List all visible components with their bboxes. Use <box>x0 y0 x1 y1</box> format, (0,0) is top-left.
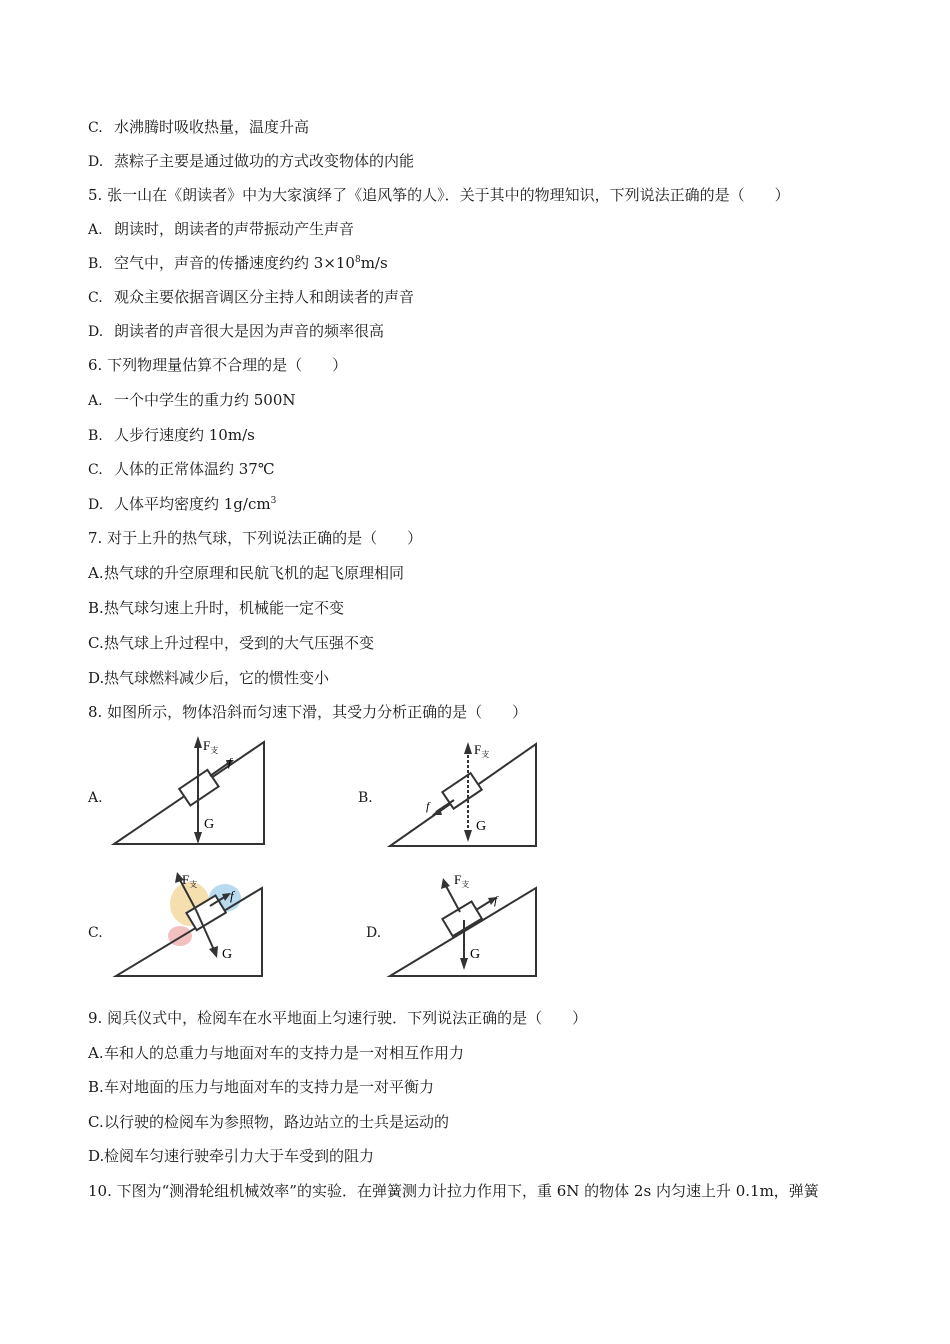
q9-stem: 9. 阅兵仪式中，检阅车在水平地面上匀速行驶．下列说法正确的是（ ） <box>88 1009 588 1027</box>
q10-stem: 10. 下图为“测滑轮组机械效率”的实验．在弹簧测力计拉力作用下，重 6N 的物体 2s 内匀速上升 0.1m，弹簧 <box>88 1182 819 1200</box>
gravity-label: G <box>476 819 487 834</box>
option-text: 车对地面的压力与地面对车的支持力是一对平衡力 <box>104 1078 435 1096</box>
option-letter: C. <box>88 290 103 306</box>
support-force-label: $F_支$ <box>454 872 470 889</box>
figure-d-label: D. <box>366 925 382 941</box>
option-text: 空气中，声音的传播速度约约 3×10 <box>114 254 355 272</box>
q9-option-c <box>88 1112 449 1132</box>
option-text: 热气球燃料减少后，它的惯性变小 <box>104 669 330 687</box>
q6-option-d <box>88 494 276 515</box>
figure-b-incline-diagram <box>384 738 544 850</box>
option-text: 车和人的总重力与地面对车的支持力是一对相互作用力 <box>104 1044 465 1062</box>
support-force-arrow <box>446 886 460 912</box>
gravity-arrow-head <box>460 958 468 970</box>
q7-option-d <box>88 668 329 688</box>
q6-option-c <box>88 459 275 480</box>
support-force-label: $F_支$ <box>182 872 198 889</box>
option-letter: B. <box>88 256 103 272</box>
gravity-label: G <box>222 947 233 962</box>
q4-option-c <box>88 117 309 138</box>
figure-c-incline-diagram <box>110 866 270 984</box>
option-letter: B. <box>88 1078 104 1096</box>
q9-option-b <box>88 1077 434 1097</box>
option-text: 以行驶的检阅车为参照物，路边站立的士兵是运动的 <box>104 1113 450 1131</box>
friction-force-label: f <box>426 799 430 813</box>
friction-force-arrow <box>210 762 230 776</box>
option-text-unit: m/s <box>360 254 388 272</box>
figure-b-label: B. <box>358 790 373 806</box>
q5-option-b <box>88 253 388 274</box>
option-letter: B. <box>88 599 104 617</box>
option-letter: D. <box>88 497 104 513</box>
option-letter: D. <box>88 1147 105 1165</box>
q7-option-c <box>88 633 374 653</box>
support-force-label: $F_支$ <box>203 738 219 755</box>
q5-option-a <box>88 219 354 240</box>
q7-option-b <box>88 598 344 618</box>
option-text: 人步行速度约 10m/s <box>114 426 255 444</box>
q5-option-c <box>88 287 414 308</box>
friction-force-label: f <box>494 893 498 907</box>
sliding-block <box>442 901 481 936</box>
option-letter: A. <box>88 1044 104 1062</box>
support-force-label: $F_支$ <box>474 742 490 759</box>
q9-option-a <box>88 1043 464 1063</box>
gravity-arrow-head <box>464 830 472 842</box>
option-text: 朗读时，朗读者的声带振动产生声音 <box>114 220 355 238</box>
support-arrow-head <box>464 742 472 754</box>
figure-a-label: A. <box>88 790 103 806</box>
support-arrow-head <box>441 878 450 889</box>
q5-stem: 5. 张一山在《朗读者》中为大家演绎了《追风筝的人》．关于其中的物理知识，下列说法正确的是（ ） <box>88 186 790 204</box>
q7-option-a <box>88 563 404 583</box>
superscript: 3 <box>270 496 277 506</box>
q6-stem: 6. 下列物理量估算不合理的是（ ） <box>88 356 348 374</box>
q4-option-d <box>88 151 414 172</box>
option-text: 人体的正常体温约 37℃ <box>114 460 275 478</box>
q7-stem: 7. 对于上升的热气球，下列说法正确的是（ ） <box>88 529 423 547</box>
option-letter: C. <box>88 1113 104 1131</box>
option-letter: A. <box>88 564 104 582</box>
figure-a-incline-diagram <box>110 732 270 850</box>
option-text: 朗读者的声音很大是因为声音的频率很高 <box>114 322 385 340</box>
q9-option-d <box>88 1146 374 1166</box>
q6-option-a <box>88 390 296 411</box>
option-text: 一个中学生的重力约 500N <box>114 391 296 409</box>
gravity-arrow-head <box>209 946 218 958</box>
superscript: 8 <box>354 255 361 265</box>
option-letter: A. <box>88 393 103 409</box>
gravity-arrow-head <box>194 832 202 844</box>
option-letter: B. <box>88 428 103 444</box>
figure-c-label: C. <box>88 925 103 941</box>
option-letter: C. <box>88 634 104 652</box>
option-text: 热气球的升空原理和民航飞机的起飞原理相同 <box>104 564 405 582</box>
option-letter: D. <box>88 669 105 687</box>
option-text: 水沸腾时吸收热量，温度升高 <box>114 118 310 136</box>
gravity-label: G <box>470 947 481 962</box>
q5-option-d <box>88 321 384 342</box>
q8-stem: 8. 如图所示，物体沿斜而匀速下滑，其受力分析正确的是（ ） <box>88 703 528 721</box>
friction-force-label: f <box>228 755 232 769</box>
option-letter: C. <box>88 462 103 478</box>
option-text: 检阅车匀速行驶牵引力大于车受到的阻力 <box>104 1147 375 1165</box>
option-text: 热气球上升过程中，受到的大气压强不变 <box>104 634 375 652</box>
friction-force-label: f <box>230 888 234 903</box>
option-text: 观众主要依据音调区分主持人和朗读者的声音 <box>114 288 415 306</box>
gravity-label: G <box>204 817 215 832</box>
option-letter: D. <box>88 324 104 340</box>
figure-d-incline-diagram <box>384 870 544 982</box>
q6-option-b <box>88 425 255 446</box>
option-text: 蒸粽子主要是通过做功的方式改变物体的内能 <box>114 152 415 170</box>
option-text: 热气球匀速上升时，机械能一定不变 <box>104 599 345 617</box>
option-text: 人体平均密度约 1g/cm <box>114 495 271 513</box>
option-letter: A. <box>88 222 103 238</box>
support-arrow-head <box>194 736 202 748</box>
option-letter: C. <box>88 120 103 136</box>
option-letter: D. <box>88 154 104 170</box>
